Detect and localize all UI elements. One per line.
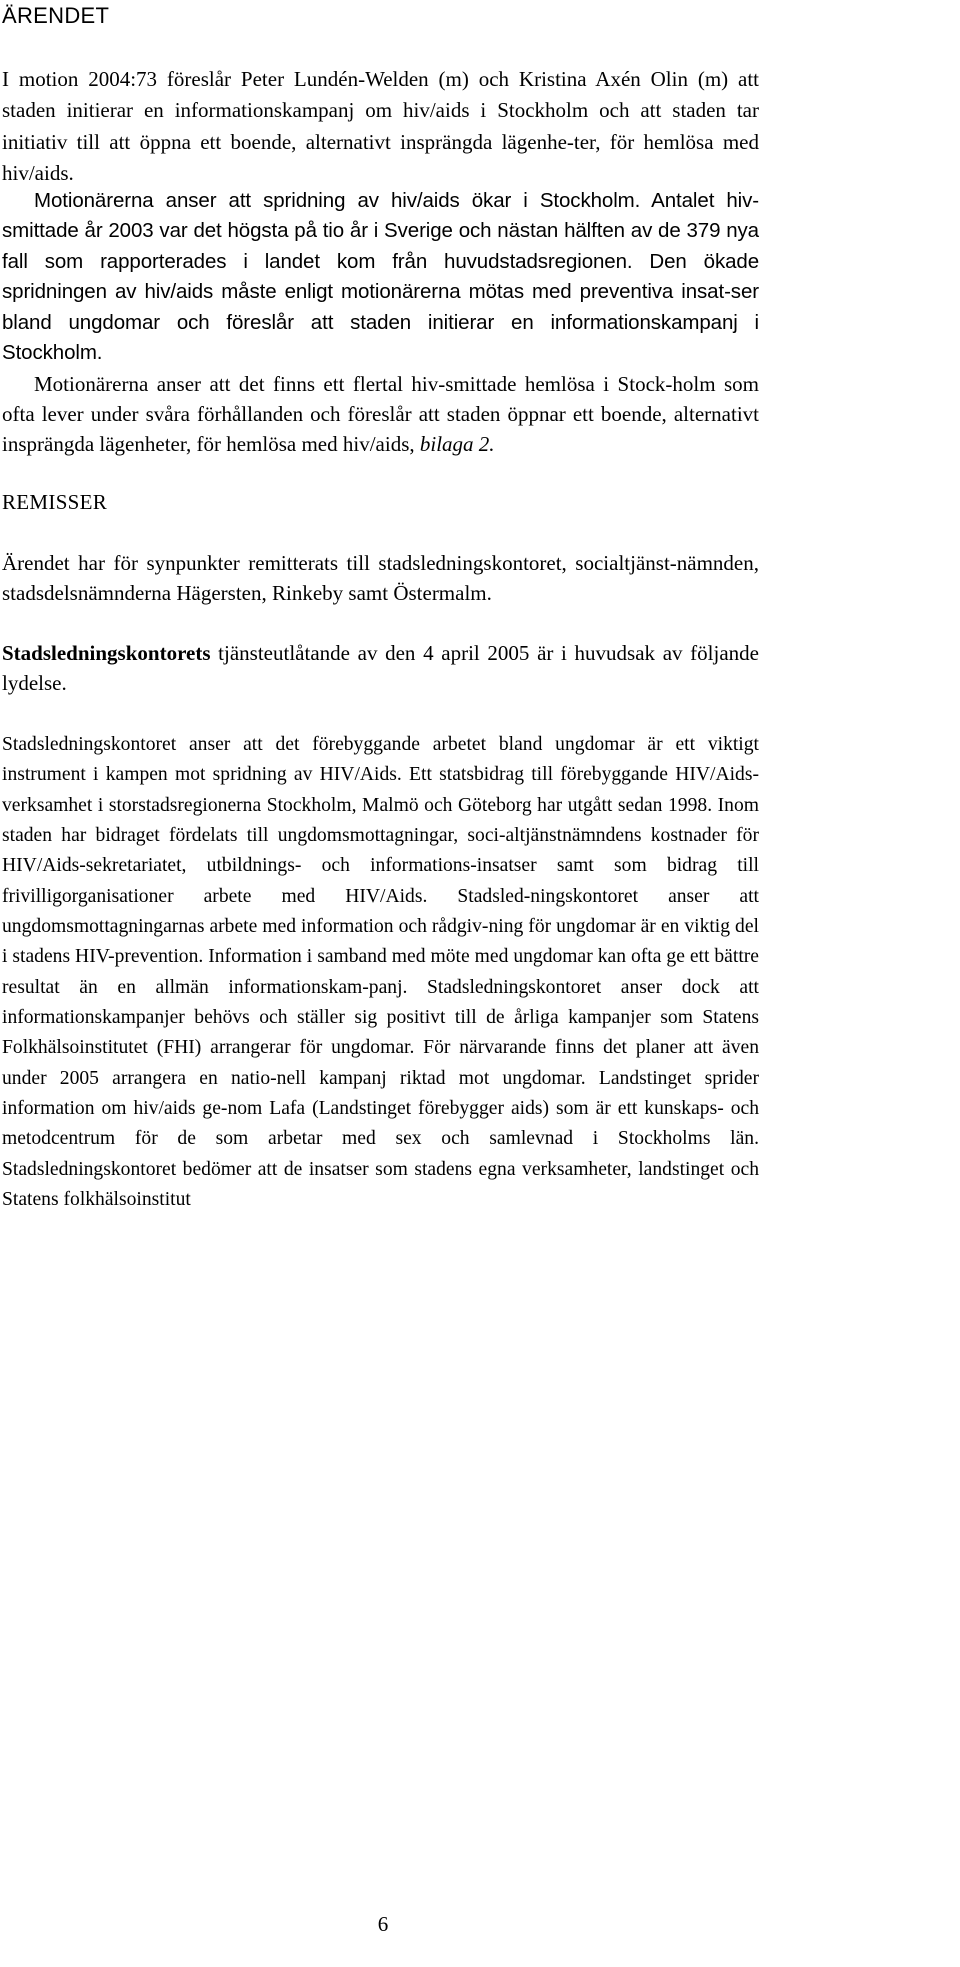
attachment-reference: bilaga 2. bbox=[419, 432, 495, 457]
remisser-paragraph: Ärendet har för synpunkter remitterats till stadsledningskontoret, socialtjänst-nämnden, stadsdelsnämnderna Hägersten, Rinkeby samt Östermalm. bbox=[2, 551, 759, 606]
quoted-statement-paragraph: Stadsledningskontoret anser att det förebyggande arbetet bland ungdomar är ett viktigt instrument i kampen mot spridning av HIV/Aids. Ett statsbidrag till förebyggande HIV/Aids-verksamhet i storstadsregionerna Stockholm, Malmö och Göteborg har utgått sedan 1998. Inom staden har bidraget fördelats till ungdomsmottagningar, soci-altjänstnämndens kostnader för HIV/Aids-sekretariatet, utbildnings- och informations-insatser samt som bidrag till frivilligorganisationer arbete med HIV/Aids. Stadsled-ningskontoret anser att ungdomsmottagningarnas arbete med information och rådgiv-ning för ungdomar är en viktig del i stadens HIV-prevention. Information i samband med möte med ungdomar kan ofta ge ett bättre resultat än en allmän informationskam-panj. Stadsledningskontoret anser dock att informationskampanjer behövs och ställer sig positivt till de årliga kampanjer som Statens Folkhälsoinstitutet (FHI) arrangerar för ungdomar. För närvarande finns det planer att även under 2005 arrangera en natio-nell kampanj riktad mot ungdomar. Landstinget sprider information om hiv/aids ge-nom Lafa (Landstinget förebygger aids) som är ett kunskaps- och metodcentrum för de som arbetar med sex och samlevnad i Stockholms län. Stadsledningskontoret bedömer att de insatser som stadens egna verksamheter, landstinget och Statens folkhälsoinstitut bbox=[2, 734, 759, 1211]
motion-paragraph-1 bbox=[2, 64, 759, 190]
statement-office-name: Stadsledningskontorets bbox=[2, 641, 211, 665]
statement-intro-paragraph bbox=[2, 638, 759, 699]
section-heading-remisser: REMISSER bbox=[2, 490, 108, 514]
page-number: 6 bbox=[377, 1912, 389, 1936]
motion-paragraph-3-text: Motionärerna anser att det finns ett flertal hiv-smittade hemlösa i Stock-holm som ofta lever under svåra förhållanden och föreslår att staden öppnar ett boende, alternativt insprängda lägenheter, för hemlösa med hiv/aids, bbox=[2, 372, 759, 457]
motion-paragraph-1-text: I motion 2004:73 föreslår Peter Lundén-Welden (m) och Kristina Axén Olin (m) att staden initierar en informationskampanj om hiv/aids i Stockholm och att staden tar initiativ till att öppna ett boende, alternativt insprängda lägenhe-ter, för hemlösa med hiv/aids. bbox=[2, 67, 759, 186]
section-heading-arendet: ÄRENDET bbox=[2, 3, 110, 28]
statement-intro-text: tjänsteutlåtande av den 4 april 2005 är i huvudsak av följande lydelse. bbox=[2, 641, 759, 696]
motion-paragraph-3 bbox=[2, 369, 759, 460]
motion-paragraph-2: Motionärerna anser att spridning av hiv/aids ökar i Stockholm. Antalet hiv-smittade år 2003 var det högsta på tio år i Sverige och nästan hälften av de 379 nya fall som rapporterades i landet kom från huvudstadsregionen. Den ökade spridningen av hiv/aids måste enligt motionärerna mötas med preventiva insat-ser bland ungdomar och föreslår att staden initierar en informationskampanj i Stockholm. bbox=[2, 189, 759, 365]
